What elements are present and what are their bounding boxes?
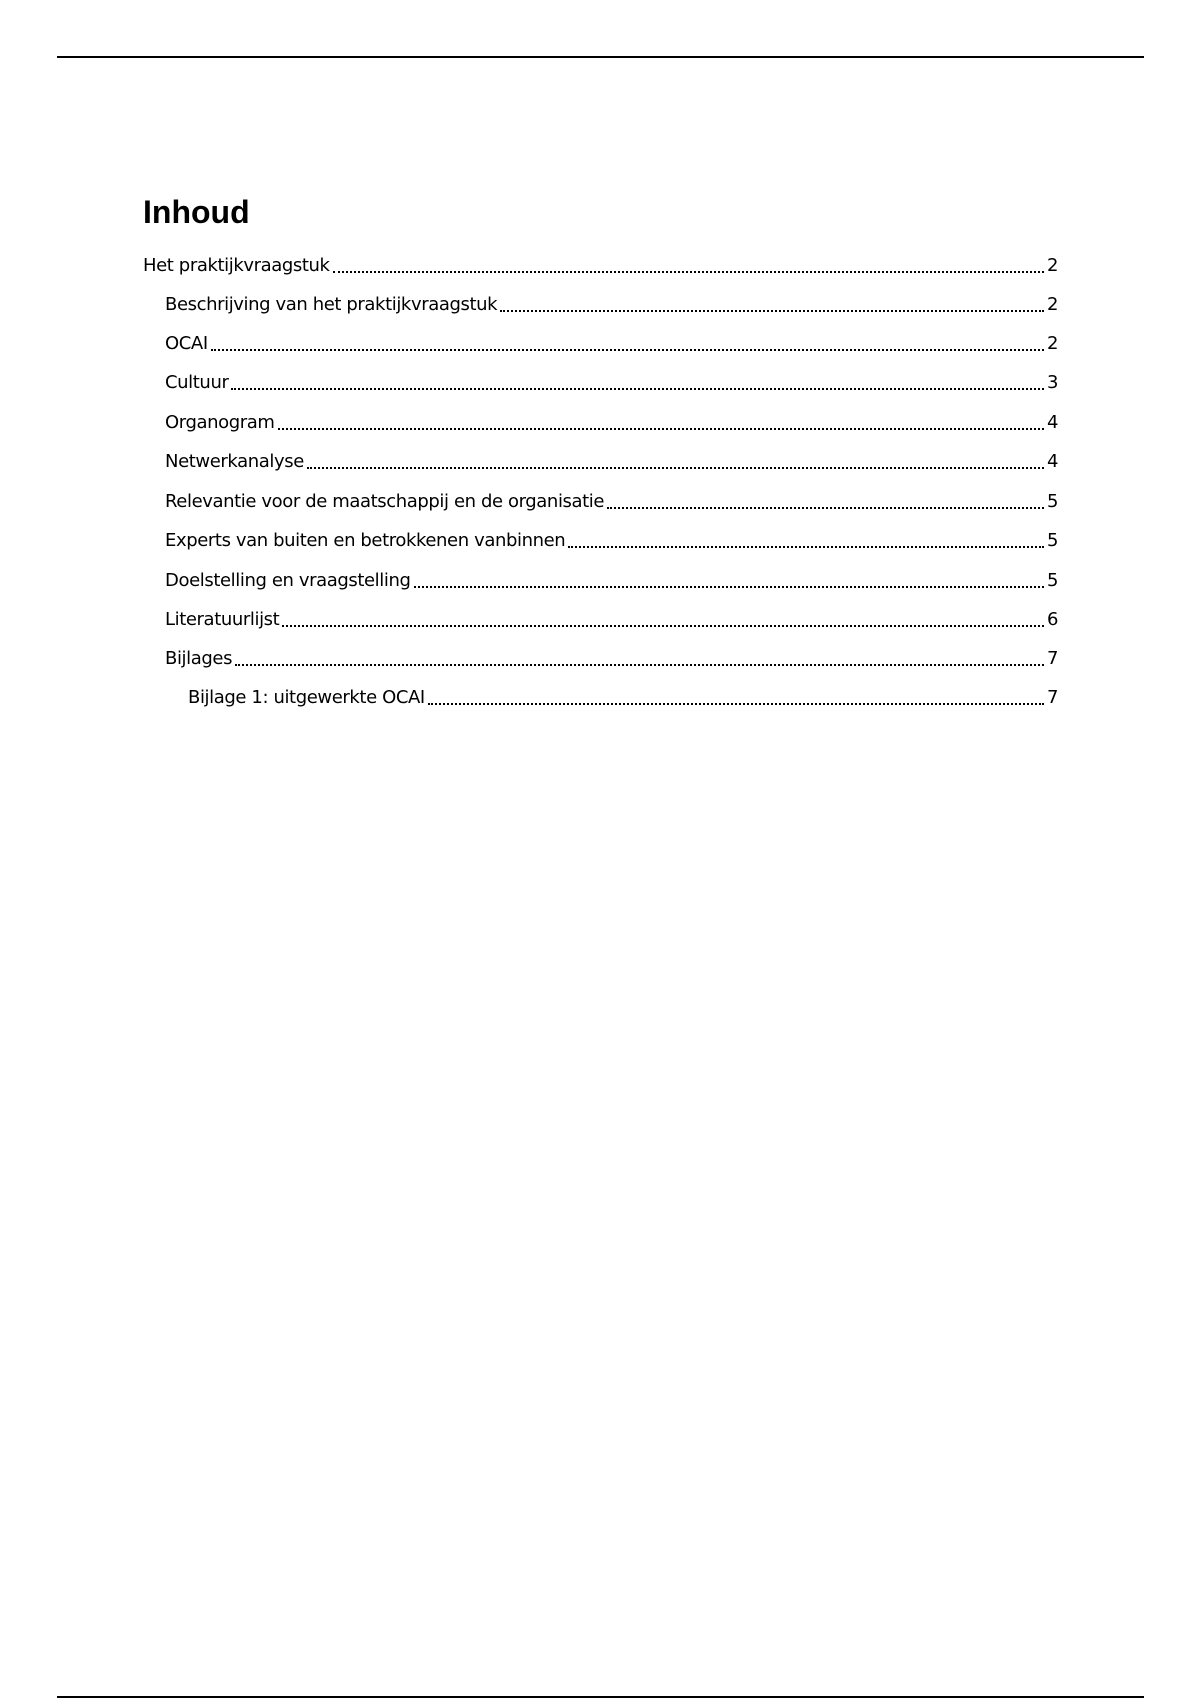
toc-entry-page: 7 (1046, 687, 1058, 708)
toc-dot-leader (333, 271, 1044, 273)
footer-rule (57, 1696, 1144, 1698)
toc-entry[interactable] (165, 523, 1058, 553)
toc-entry-page: 7 (1046, 648, 1058, 669)
toc-entry[interactable] (188, 680, 1058, 710)
toc-dot-leader (231, 388, 1043, 390)
toc-dot-leader (568, 546, 1044, 548)
toc-entry-text: Het praktijkvraagstuk (143, 255, 330, 276)
toc-entry-page: 4 (1046, 412, 1058, 433)
toc-dot-leader (278, 428, 1044, 430)
toc-dot-leader (607, 507, 1044, 509)
toc-entry-text: Literatuurlijst (165, 609, 280, 630)
toc-dot-leader (282, 625, 1044, 627)
toc-entry-text: Beschrijving van het praktijkvraagstuk (165, 294, 498, 315)
toc-entry-text: Netwerkanalyse (165, 451, 304, 472)
toc-entry-page: 2 (1046, 255, 1058, 276)
toc-entry-page: 5 (1046, 570, 1058, 591)
toc-entry[interactable] (165, 641, 1058, 671)
toc-entry-text: OCAI (165, 333, 208, 354)
toc-entry-text: Experts van buiten en betrokkenen vanbinnen (165, 530, 566, 551)
toc-dot-leader (307, 467, 1044, 469)
toc-title: Inhoud (143, 194, 250, 230)
toc-entry-text: Relevantie voor de maatschappij en de organisatie (165, 491, 605, 512)
toc-entry-page: 5 (1046, 491, 1058, 512)
toc-entry[interactable] (165, 484, 1058, 514)
toc-entry[interactable] (143, 248, 1058, 278)
toc-entry[interactable] (165, 563, 1058, 593)
toc-entry-text: Bijlages (165, 648, 233, 669)
toc-entry[interactable] (165, 326, 1058, 356)
toc-entry-text: Cultuur (165, 372, 229, 393)
toc-dot-leader (500, 310, 1044, 312)
toc-entry-page: 2 (1046, 333, 1058, 354)
toc-entry[interactable] (165, 365, 1058, 395)
toc-entry[interactable] (165, 602, 1058, 632)
toc-entry-text: Organogram (165, 412, 275, 433)
toc-entry-text: Bijlage 1: uitgewerkte OCAI (188, 687, 425, 708)
toc-entry[interactable] (165, 287, 1058, 317)
toc-entry-page: 4 (1046, 451, 1058, 472)
toc-entry[interactable] (165, 405, 1058, 435)
toc-dot-leader (428, 703, 1044, 705)
toc-dot-leader (414, 586, 1044, 588)
toc-entry-page: 2 (1046, 294, 1058, 315)
toc-entry-page: 5 (1046, 530, 1058, 551)
toc-dot-leader (211, 349, 1044, 351)
toc-entry-text: Doelstelling en vraagstelling (165, 570, 411, 591)
toc-entry-page: 6 (1046, 609, 1058, 630)
toc-dot-leader (235, 664, 1044, 666)
header-rule (57, 56, 1144, 58)
toc-entry[interactable] (165, 444, 1058, 474)
toc-entry-page: 3 (1046, 372, 1058, 393)
